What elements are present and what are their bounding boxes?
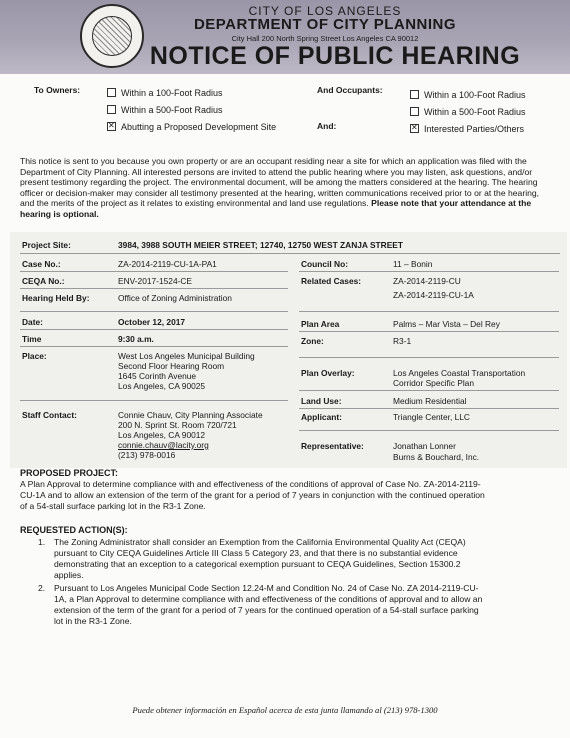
divider xyxy=(299,331,559,332)
divider xyxy=(299,390,559,391)
ceqa-value: ENV-2017-1524-CE xyxy=(118,276,193,286)
action-line: Pursuant to Los Angeles Municipal Code Section 12.24-M and Condition No. 24 of Case No. ZA 2014-2119-CU- xyxy=(54,583,479,593)
held-by-label: Hearing Held By: xyxy=(22,293,90,303)
staff-line: Los Angeles, CA 90012 xyxy=(118,430,206,440)
divider xyxy=(20,253,560,254)
staff-email-link[interactable]: connie.chauv@lacity.org xyxy=(118,440,209,450)
action-line: 1A, a Plan Approval to determine compliance with and effectiveness of the conditions of approval and to allow an xyxy=(54,594,483,604)
held-by-value: Office of Zoning Administration xyxy=(118,293,232,303)
related-cases-label: Related Cases: xyxy=(301,276,362,286)
checked-checkbox-icon xyxy=(410,124,419,133)
department-name: DEPARTMENT OF CITY PLANNING xyxy=(193,16,457,33)
staff-line: 200 N. Sprint St. Room 720/721 xyxy=(118,420,237,430)
related-case: ZA-2014-2119-CU xyxy=(393,276,461,286)
council-label: Council No: xyxy=(301,259,348,269)
and-label: And: xyxy=(317,121,337,131)
divider xyxy=(299,311,559,312)
proposed-line: CU-1A and to allow an extension of the term of the grant for a period of 7 years in conjunction with the continued operation xyxy=(20,490,485,500)
representative-label: Representative: xyxy=(301,441,364,451)
owner-option-100ft[interactable]: Within a 100-Foot Radius xyxy=(107,88,223,99)
divider xyxy=(20,311,288,312)
related-case: ZA-2014-2119-CU-1A xyxy=(393,290,474,300)
plan-overlay-line: Corridor Specific Plan xyxy=(393,378,474,388)
divider xyxy=(20,271,288,272)
intro-paragraph: This notice is sent to you because you own property or are an occupant residing near a site for which an application was filed with the Department of City Planning. All interested persons are invited to attend the public hearing where you may listen, ask questions, and/or present testimony regarding the project. The environmental document, will be among the matters considered at the hearing. The hearing officer or decision-maker may consider all testimony presented at the hearing, written communications received prior to or at the hearing, and the merits of the project as it relates to existing environmental and land use regulations. Please note that your attendance at the hearing is optional. xyxy=(20,156,540,219)
action-line: extension of the term of the grant for a period of 7 years for the continued operation of a 54-stall surface parking xyxy=(54,605,479,615)
divider xyxy=(20,329,288,330)
owners-label: To Owners: xyxy=(34,85,81,95)
checked-checkbox-icon xyxy=(107,122,116,131)
checkbox-icon xyxy=(107,88,116,97)
place-line: 1645 Corinth Avenue xyxy=(118,371,197,381)
divider xyxy=(299,430,559,431)
action-number: 1. xyxy=(38,537,46,547)
occupant-option-500ft[interactable]: Within a 500-Foot Radius xyxy=(410,107,526,118)
divider xyxy=(299,357,559,358)
staff-line: Connie Chauv, City Planning Associate xyxy=(118,410,263,420)
staff-contact-label: Staff Contact: xyxy=(22,410,77,420)
land-use-value: Medium Residential xyxy=(393,396,467,406)
attendance-note: Please note that your attendance at the hearing is optional. xyxy=(20,198,532,219)
place-line: Second Floor Hearing Room xyxy=(118,361,225,371)
representative-line: Jonathan Lonner xyxy=(393,441,456,451)
divider xyxy=(20,346,288,347)
proposed-line: of a 54-stall surface parking lot in the R3-1 Zone. xyxy=(20,501,206,511)
action-line: applies. xyxy=(54,570,84,580)
date-value: October 12, 2017 xyxy=(118,317,186,327)
requested-actions-heading: REQUESTED ACTION(S): xyxy=(20,525,128,535)
checkbox-icon xyxy=(107,105,116,114)
council-value: 11 – Bonin xyxy=(393,259,433,269)
ceqa-label: CEQA No.: xyxy=(22,276,65,286)
staff-phone: (213) 978-0016 xyxy=(118,450,176,460)
applicant-value: Triangle Center, LLC xyxy=(393,412,470,422)
project-info-panel xyxy=(10,232,567,468)
divider xyxy=(20,288,288,289)
occupants-label: And Occupants: xyxy=(317,85,383,95)
notice-title: NOTICE OF PUBLIC HEARING xyxy=(149,42,521,70)
project-site-label: Project Site: xyxy=(22,240,71,250)
spanish-info-footer: Puede obtener información en Español acerca de esta junta llamando al (213) 978-1300 xyxy=(132,705,438,715)
checkbox-icon xyxy=(410,107,419,116)
divider xyxy=(299,271,559,272)
place-line: Los Angeles, CA 90025 xyxy=(118,381,206,391)
case-no-label: Case No.: xyxy=(22,259,61,269)
zone-value: R3-1 xyxy=(393,336,412,346)
representative-line: Burns & Bouchard, Inc. xyxy=(393,452,480,462)
zone-label: Zone: xyxy=(301,336,324,346)
header-banner xyxy=(0,0,570,74)
proposed-project-heading: PROPOSED PROJECT: xyxy=(20,468,119,478)
land-use-label: Land Use: xyxy=(301,396,342,406)
place-label: Place: xyxy=(22,351,47,361)
case-no-value: ZA-2014-2119-CU-1A-PA1 xyxy=(118,259,217,269)
action-line: The Zoning Administrator shall consider an Exemption from the California Environmental Quality Act (CEQA) xyxy=(54,537,466,547)
applicant-label: Applicant: xyxy=(301,412,342,422)
action-line: lot in the R3-1 Zone. xyxy=(54,616,132,626)
owner-option-500ft[interactable]: Within a 500-Foot Radius xyxy=(107,105,223,116)
action-line: demonstrating that an exception to a categorical exemption pursuant to CEQA Guidelines, Section 15300.2 xyxy=(54,559,461,569)
city-name: CITY OF LOS ANGELES xyxy=(248,4,402,18)
project-site-value: 3984, 3988 SOUTH MEIER STREET; 12740, 12750 WEST ZANJA STREET xyxy=(118,240,404,250)
department-address: City Hall 200 North Spring Street Los Angeles CA 90012 xyxy=(231,34,419,43)
date-label: Date: xyxy=(22,317,43,327)
action-number: 2. xyxy=(38,583,46,593)
divider xyxy=(20,400,288,401)
checkbox-icon xyxy=(410,90,419,99)
divider xyxy=(299,408,559,409)
time-label: Time xyxy=(22,334,42,344)
action-line: pursuant to City CEQA Guidelines Article III Class 5 Category 23, and that there is no substantial evidence xyxy=(54,548,458,558)
occupant-option-interested[interactable]: ✕Interested Parties/Others xyxy=(410,124,524,135)
plan-overlay-line: Los Angeles Coastal Transportation xyxy=(393,368,526,378)
proposed-line: A Plan Approval to determine compliance with and effectiveness of the conditions of approval of Case No. ZA-2014-2119- xyxy=(20,479,481,489)
owner-option-abutting[interactable]: ✕Abutting a Proposed Development Site xyxy=(107,122,276,133)
place-line: West Los Angeles Municipal Building xyxy=(118,351,255,361)
plan-area-label: Plan Area xyxy=(301,319,340,329)
plan-area-value: Palms – Mar Vista – Del Rey xyxy=(393,319,500,329)
time-value: 9:30 a.m. xyxy=(118,334,154,344)
plan-overlay-label: Plan Overlay: xyxy=(301,368,355,378)
occupant-option-100ft[interactable]: Within a 100-Foot Radius xyxy=(410,90,526,101)
